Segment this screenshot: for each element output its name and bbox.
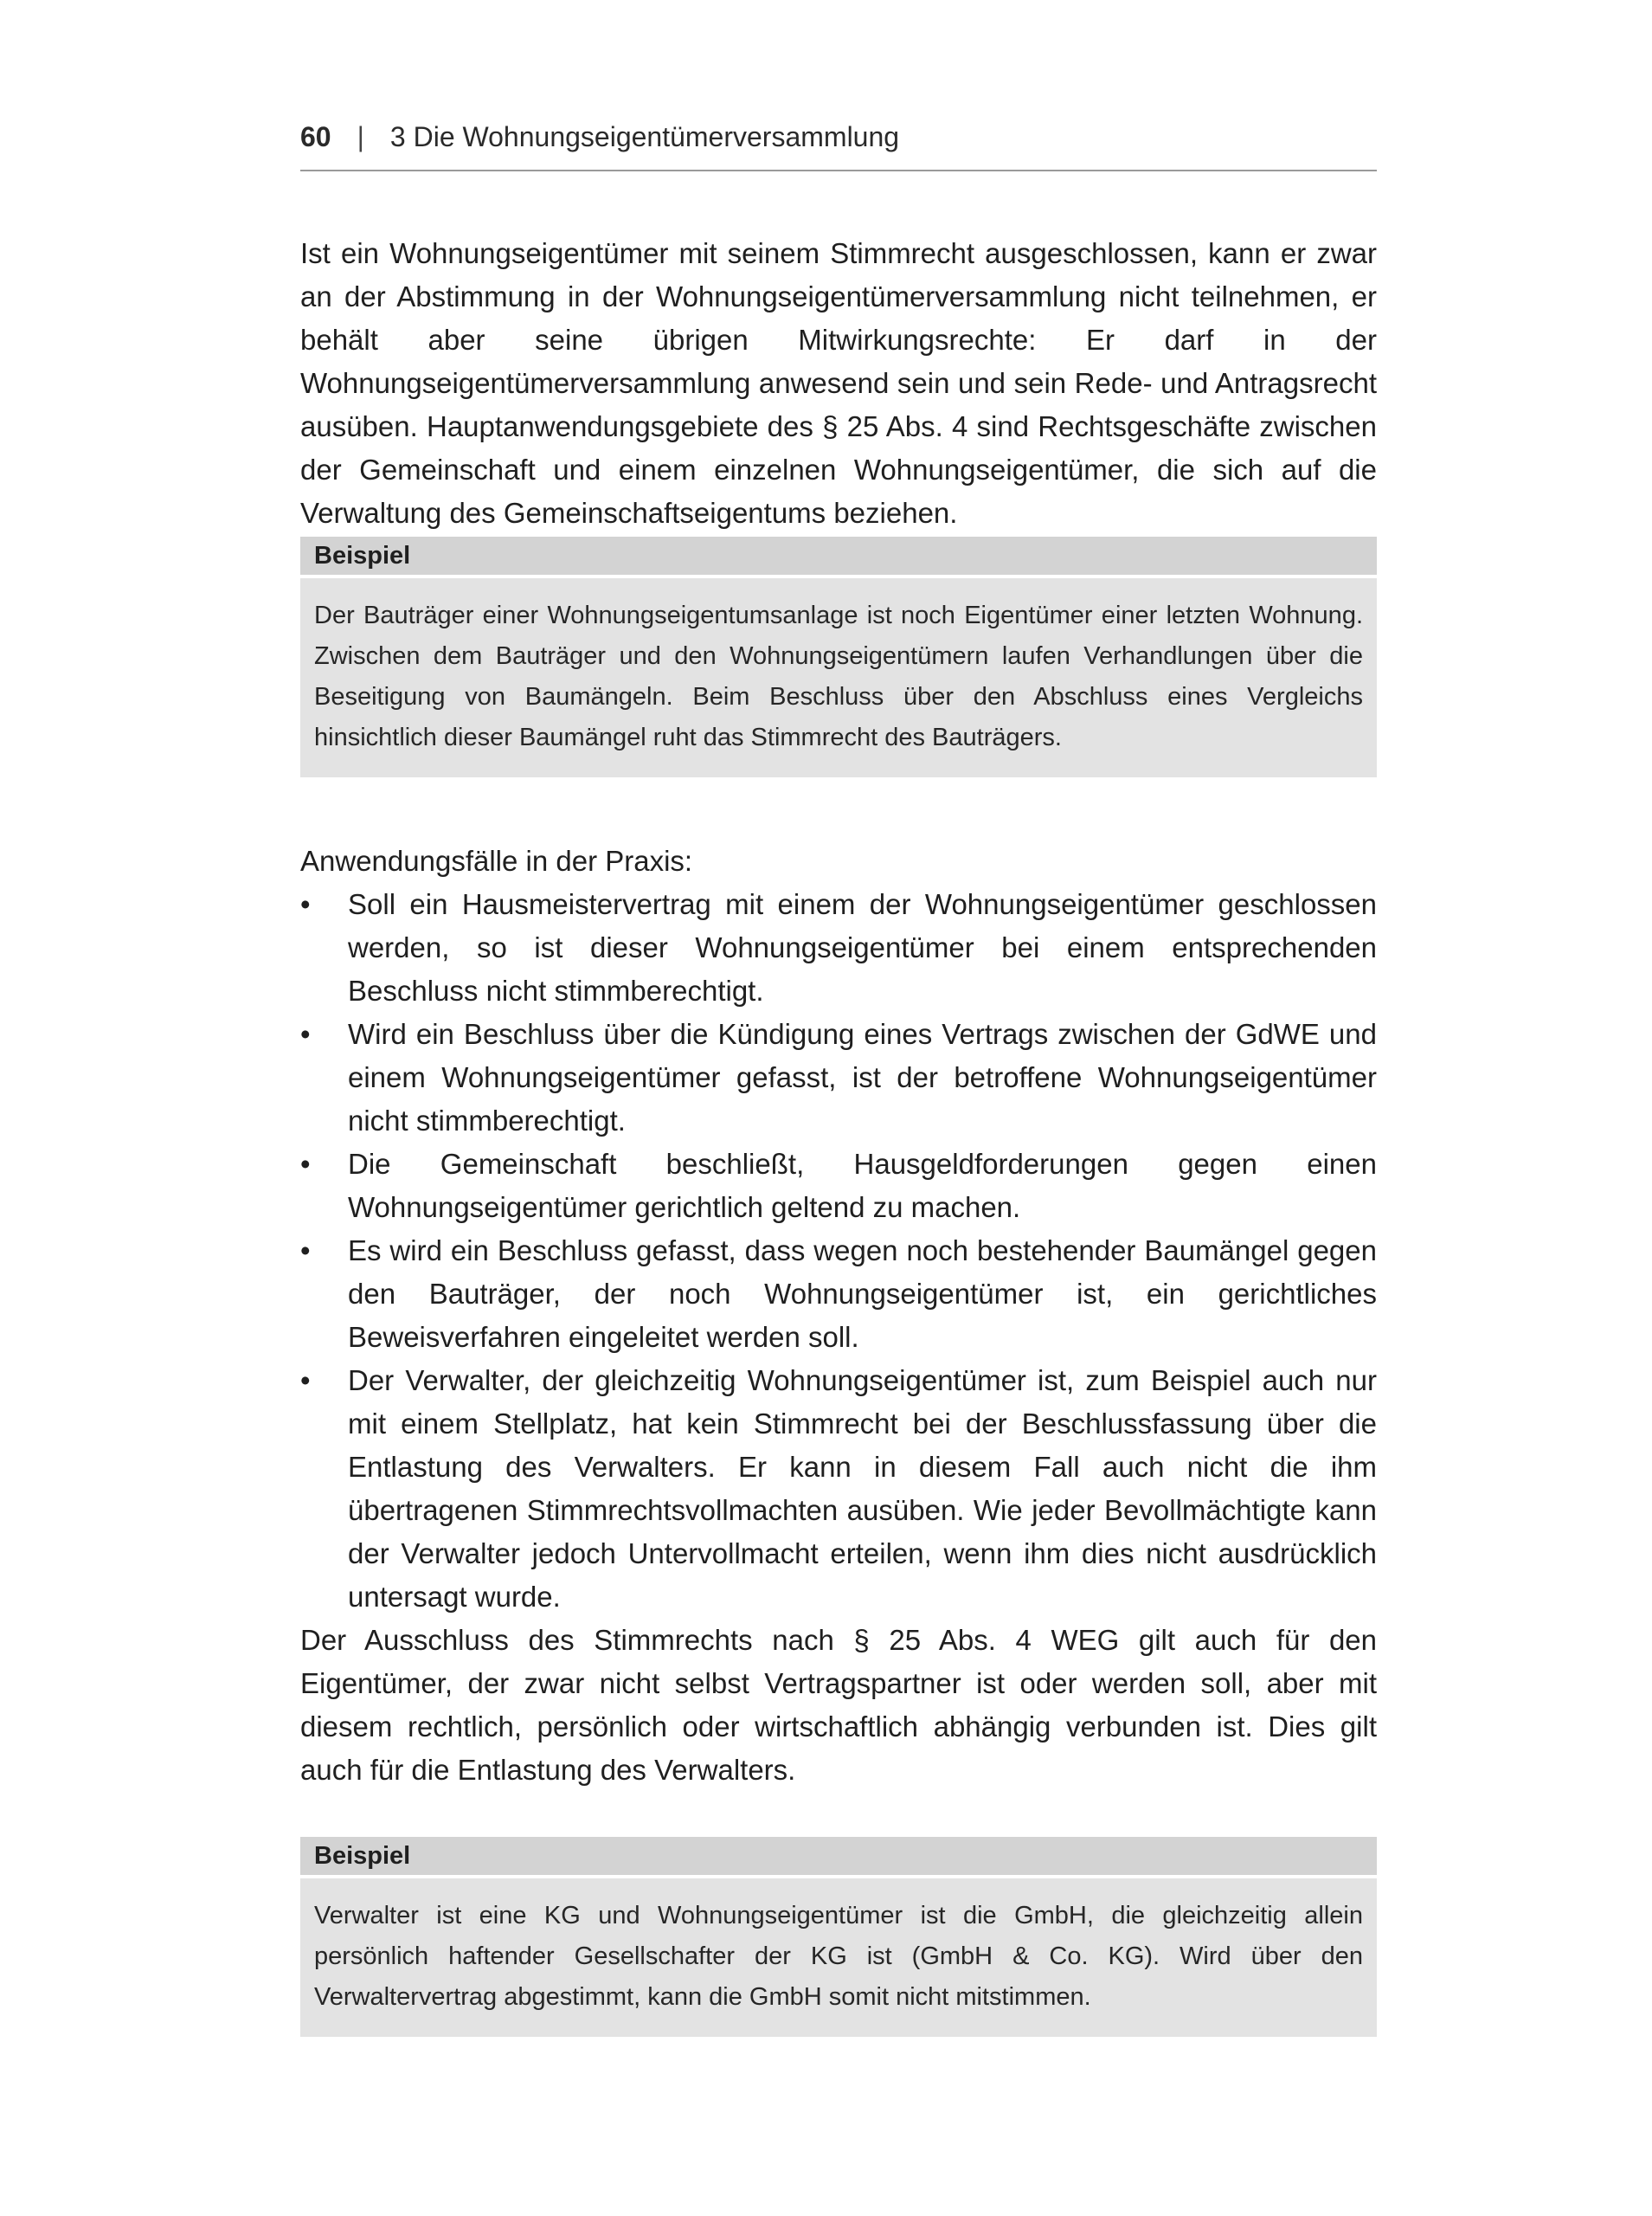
bullet-icon: •	[300, 1234, 311, 1266]
example-heading: Beispiel	[300, 537, 1377, 575]
chapter-title: 3 Die Wohnungseigentümerversammlung	[389, 121, 900, 152]
paragraph-stimmrecht-ausschluss: Ist ein Wohnungseigentümer mit seinem Stimmrecht ausgeschlossen, kann er zwar an der Abstimmung in der Wohnungseigentümerversammlung nicht teilnehmen, er behält aber seine übrigen Mitwirkungsrechte: Er darf in der Wohnungseigentümerversammlung anwesend sein und sein Rede- und Antragsrecht ausüben. Hauptanwendungsgebiete des § 25 Abs. 4 sind Rechtsgeschäfte zwischen der Gemeinschaft und einem einzelnen Wohnungseigentümer, die sich auf die Verwaltung des Gemeinschaftseigentums beziehen.	[300, 237, 1377, 529]
list-item-text: Soll ein Hausmeistervertrag mit einem der Wohnungseigentümer geschlossen werden, so ist dieser Wohnungseigentümer bei einem entsprechenden Beschluss nicht stimmberechtigt.	[348, 888, 1377, 1007]
list-lead: Anwendungsfälle in der Praxis:	[300, 845, 693, 877]
list-item	[300, 883, 1377, 1013]
bullet-icon: •	[300, 1364, 311, 1396]
bullet-icon: •	[300, 888, 311, 920]
bullet-icon: •	[300, 1148, 311, 1180]
example-text: Verwalter ist eine KG und Wohnungseigentümer ist die GmbH, die gleichzeitig allein persönlich haftender Gesellschafter der KG ist (GmbH & Co. KG). Wird über den Verwaltervertrag abgestimmt, kann die GmbH somit nicht mitstimmen.	[300, 1878, 1377, 2037]
list-item-text: Wird ein Beschluss über die Kündigung eines Vertrags zwischen der GdWE und einem Wohnungseigentümer gefasst, ist der betroffene Wohnungseigentümer nicht stimmberechtigt.	[348, 1018, 1377, 1137]
running-header	[300, 121, 1377, 171]
list-item-text: Es wird ein Beschluss gefasst, dass wegen noch bestehender Baumängel gegen den Bauträger, der noch Wohnungseigentümer ist, ein gerichtliches Beweisverfahren eingeleitet werden soll.	[348, 1234, 1377, 1353]
example-box-2	[300, 1837, 1377, 2037]
list-item-text: Die Gemeinschaft beschließt, Hausgeldforderungen gegen einen Wohnungseigentümer gerichtlich geltend zu machen.	[348, 1148, 1377, 1223]
bullet-icon: •	[300, 1018, 311, 1050]
example-box-1	[300, 537, 1377, 777]
example-text: Der Bauträger einer Wohnungseigentumsanlage ist noch Eigentümer einer letzten Wohnung. Zwischen dem Bauträger und den Wohnungseigentümern laufen Verhandlungen über die Beseitigung von Baumängeln. Beim Beschluss über den Abschluss eines Vergleichs hinsichtlich dieser Baumängel ruht das Stimmrecht des Bauträgers.	[300, 578, 1377, 777]
paragraph-ausschluss-eigentuemer: Der Ausschluss des Stimmrechts nach § 25 Abs. 4 WEG gilt auch für den Eigentümer, der zwar nicht selbst Vertragspartner ist oder werden soll, aber mit diesem rechtlich, persönlich oder wirtschaftlich abhängig verbunden ist. Dies gilt auch für die Entlastung des Verwalters.	[300, 1624, 1377, 1786]
use-case-list	[300, 883, 1377, 1619]
list-item	[300, 1229, 1377, 1359]
header-separator: |	[357, 121, 364, 152]
list-item	[300, 1013, 1377, 1143]
list-item-text: Der Verwalter, der gleichzeitig Wohnungseigentümer ist, zum Beispiel auch nur mit einem Stellplatz, hat kein Stimmrecht bei der Beschlussfassung über die Entlastung des Verwalters. Er kann in diesem Fall auch nicht die ihm übertragenen Stimmrechtsvollmachten ausüben. Wie jeder Bevollmächtigte kann der Verwalter jedoch Untervollmacht erteilen, wenn ihm dies nicht ausdrücklich untersagt wurde.	[348, 1364, 1377, 1613]
example-heading: Beispiel	[300, 1837, 1377, 1875]
list-item	[300, 1143, 1377, 1229]
page-number: 60	[300, 121, 331, 152]
list-item	[300, 1359, 1377, 1619]
